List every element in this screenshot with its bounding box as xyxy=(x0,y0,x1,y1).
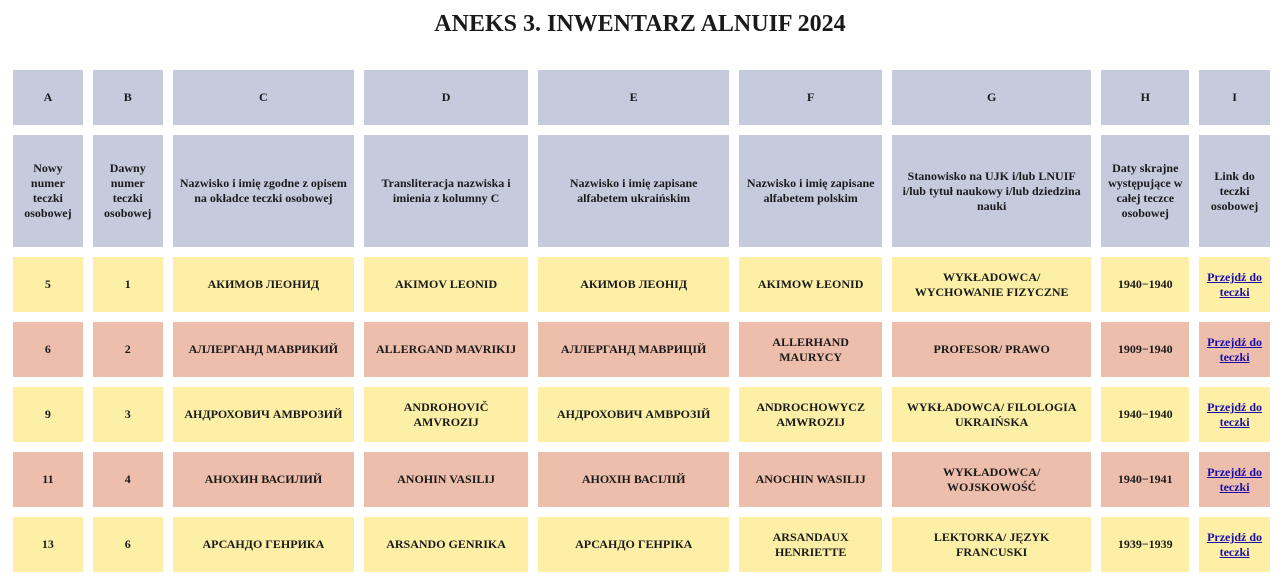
name-polish: ANOCHIN WASILIJ xyxy=(739,452,882,507)
name-original: АРСАНДО ГЕНРИКА xyxy=(173,517,355,572)
table-row xyxy=(13,517,1270,572)
name-original: АНОХИН ВАСИЛИЙ xyxy=(173,452,355,507)
name-transliteration: AKIMOV LEONID xyxy=(364,257,528,312)
name-polish: AKIMOW ŁEONID xyxy=(739,257,882,312)
name-polish: ANDROCHOWYCZ AMWROZIJ xyxy=(739,387,882,442)
column-letter: H xyxy=(1101,70,1189,125)
name-polish: ARSANDAUX HENRIETTE xyxy=(739,517,882,572)
old-file-number: 4 xyxy=(93,452,163,507)
link-cell xyxy=(1199,387,1270,442)
table-row xyxy=(13,257,1270,312)
position: WYKŁADOWCA/ WOJSKOWOŚĆ xyxy=(892,452,1091,507)
link-cell xyxy=(1199,322,1270,377)
position: PROFESOR/ PRAWO xyxy=(892,322,1091,377)
column-letter: C xyxy=(173,70,355,125)
name-original: АЛЛЕРГАНД МАВРИКИЙ xyxy=(173,322,355,377)
position: WYKŁADOWCA/ WYCHOWANIE FIZYCZNE xyxy=(892,257,1091,312)
name-transliteration: ANDROHOVIČ AMVROZIJ xyxy=(364,387,528,442)
column-letter: G xyxy=(892,70,1091,125)
date-range: 1909−1940 xyxy=(1101,322,1189,377)
column-letter: B xyxy=(93,70,163,125)
file-link[interactable]: Przejdź do teczki xyxy=(1207,399,1263,429)
table-row xyxy=(13,452,1270,507)
column-header: Dawny numer teczki osobowej xyxy=(93,135,163,247)
inventory-table xyxy=(3,60,1280,582)
table-row xyxy=(13,322,1270,377)
name-ukrainian: АНДРОХОВИЧ АМВРОЗІЙ xyxy=(538,387,729,442)
column-header: Nazwisko i imię zgodne z opisem na okładce teczki osobowej xyxy=(173,135,355,247)
name-original: АНДРОХОВИЧ АМВРОЗИЙ xyxy=(173,387,355,442)
column-header: Transliteracja nazwiska i imienia z kolumny C xyxy=(364,135,528,247)
column-header: Stanowisko na UJK i/lub LNUIF i/lub tytuł naukowy i/lub dziedzina nauki xyxy=(892,135,1091,247)
date-range: 1939−1939 xyxy=(1101,517,1189,572)
column-header-row xyxy=(13,135,1270,247)
new-file-number: 11 xyxy=(13,452,83,507)
position: WYKŁADOWCA/ FILOLOGIA UKRAIŃSKA xyxy=(892,387,1091,442)
column-header: Daty skrajne występujące w całej teczce osobowej xyxy=(1101,135,1189,247)
old-file-number: 2 xyxy=(93,322,163,377)
column-header: Link do teczki osobowej xyxy=(1199,135,1270,247)
new-file-number: 5 xyxy=(13,257,83,312)
name-transliteration: ARSANDO GENRIKA xyxy=(364,517,528,572)
new-file-number: 13 xyxy=(13,517,83,572)
date-range: 1940−1940 xyxy=(1101,387,1189,442)
file-link[interactable]: Przejdź do teczki xyxy=(1207,464,1263,494)
new-file-number: 9 xyxy=(13,387,83,442)
old-file-number: 6 xyxy=(93,517,163,572)
page-title: ANEKS 3. INWENTARZ ALNUIF 2024 xyxy=(434,11,846,37)
name-original: АКИМОВ ЛЕОНИД xyxy=(173,257,355,312)
column-letter: F xyxy=(739,70,882,125)
file-link[interactable]: Przejdź do teczki xyxy=(1207,529,1263,559)
position: LEKTORKA/ JĘZYK FRANCUSKI xyxy=(892,517,1091,572)
column-letter: I xyxy=(1199,70,1270,125)
name-transliteration: ANOHIN VASILIJ xyxy=(364,452,528,507)
column-header: Nowy numer teczki osobowej xyxy=(13,135,83,247)
name-ukrainian: АЛЛЕРГАНД МАВРИЦІЙ xyxy=(538,322,729,377)
table-row xyxy=(13,387,1270,442)
link-cell xyxy=(1199,517,1270,572)
name-ukrainian: АНОХІН ВАСІЛІЙ xyxy=(538,452,729,507)
name-ukrainian: АРСАНДО ГЕНРІКА xyxy=(538,517,729,572)
name-polish: ALLERHAND MAURYCY xyxy=(739,322,882,377)
link-cell xyxy=(1199,257,1270,312)
old-file-number: 1 xyxy=(93,257,163,312)
old-file-number: 3 xyxy=(93,387,163,442)
column-letter: A xyxy=(13,70,83,125)
column-letter: E xyxy=(538,70,729,125)
file-link[interactable]: Przejdź do teczki xyxy=(1207,269,1263,299)
new-file-number: 6 xyxy=(13,322,83,377)
name-ukrainian: АКИМОВ ЛЕОНІД xyxy=(538,257,729,312)
column-header: Nazwisko i imię zapisane alfabetem polskim xyxy=(739,135,882,247)
column-letter-row xyxy=(13,70,1270,125)
date-range: 1940−1941 xyxy=(1101,452,1189,507)
column-header: Nazwisko i imię zapisane alfabetem ukraińskim xyxy=(538,135,729,247)
file-link[interactable]: Przejdź do teczki xyxy=(1207,334,1263,364)
column-letter: D xyxy=(364,70,528,125)
date-range: 1940−1940 xyxy=(1101,257,1189,312)
link-cell xyxy=(1199,452,1270,507)
name-transliteration: ALLERGAND MAVRIKIJ xyxy=(364,322,528,377)
